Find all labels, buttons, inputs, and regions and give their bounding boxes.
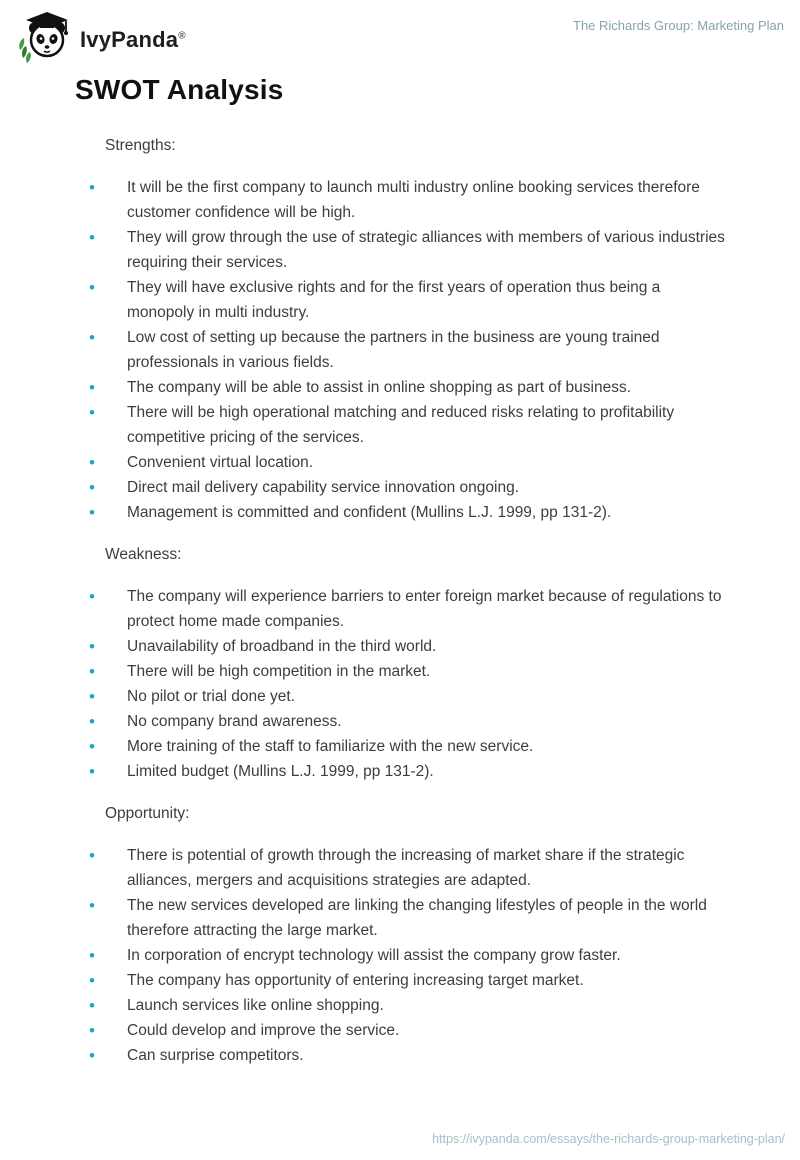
list-item: • They will grow through the use of strategic alliances with members of various industries requiring their services. <box>75 225 730 275</box>
list-item: • The new services developed are linking the changing lifestyles of people in the world therefore attracting the large market. <box>75 893 730 943</box>
bullet-list <box>75 175 730 525</box>
brand-text: IvyPanda <box>80 27 179 52</box>
list-item: • There is potential of growth through the increasing of market share if the strategic alliances, mergers and acquisitions strategies are adapted. <box>75 843 730 893</box>
list-item: • The company will experience barriers to enter foreign market because of regulations to protect home made companies. <box>75 584 730 634</box>
page-header <box>0 0 800 72</box>
source-url[interactable]: https://ivypanda.com/essays/the-richards-group-marketing-plan/ <box>432 1132 785 1146</box>
list-item: • It will be the first company to launch multi industry online booking services therefore customer confidence will be high. <box>75 175 730 225</box>
list-item: • Low cost of setting up because the partners in the business are young trained professionals in various fields. <box>75 325 730 375</box>
list-item: • More training of the staff to familiarize with the new service. <box>75 734 730 759</box>
bullet-list <box>75 843 730 1068</box>
list-item: • Could develop and improve the service. <box>75 1018 730 1043</box>
list-item: • Limited budget (Mullins L.J. 1999, pp 131-2). <box>75 759 730 784</box>
section-heading: Opportunity: <box>105 805 190 822</box>
list-item: • The company will be able to assist in online shopping as part of business. <box>75 375 730 400</box>
list-item: • Direct mail delivery capability service innovation ongoing. <box>75 475 730 500</box>
ivypanda-logo-icon <box>14 10 70 64</box>
list-item: • Launch services like online shopping. <box>75 993 730 1018</box>
list-item: • No company brand awareness. <box>75 709 730 734</box>
list-item: • Convenient virtual location. <box>75 450 730 475</box>
registered-mark: ® <box>178 30 186 42</box>
section-heading: Strengths: <box>105 137 176 154</box>
list-item: • In corporation of encrypt technology will assist the company grow faster. <box>75 943 730 968</box>
brand-name <box>80 27 186 53</box>
list-item: • There will be high operational matching and reduced risks relating to profitability competitive pricing of the services. <box>75 400 730 450</box>
bullet-list <box>75 584 730 784</box>
list-item: • No pilot or trial done yet. <box>75 684 730 709</box>
brand <box>14 10 186 64</box>
list-item: • Management is committed and confident (Mullins L.J. 1999, pp 131-2). <box>75 500 730 525</box>
page-title: SWOT Analysis <box>75 74 284 105</box>
document-title: The Richards Group: Marketing Plan <box>573 18 784 33</box>
document-body <box>75 133 730 1068</box>
list-item: • They will have exclusive rights and for the first years of operation thus being a monopoly in multi industry. <box>75 275 730 325</box>
list-item: • The company has opportunity of entering increasing target market. <box>75 968 730 993</box>
section-heading: Weakness: <box>105 546 182 563</box>
list-item: • Can surprise competitors. <box>75 1043 730 1068</box>
list-item: • There will be high competition in the market. <box>75 659 730 684</box>
list-item: • Unavailability of broadband in the third world. <box>75 634 730 659</box>
